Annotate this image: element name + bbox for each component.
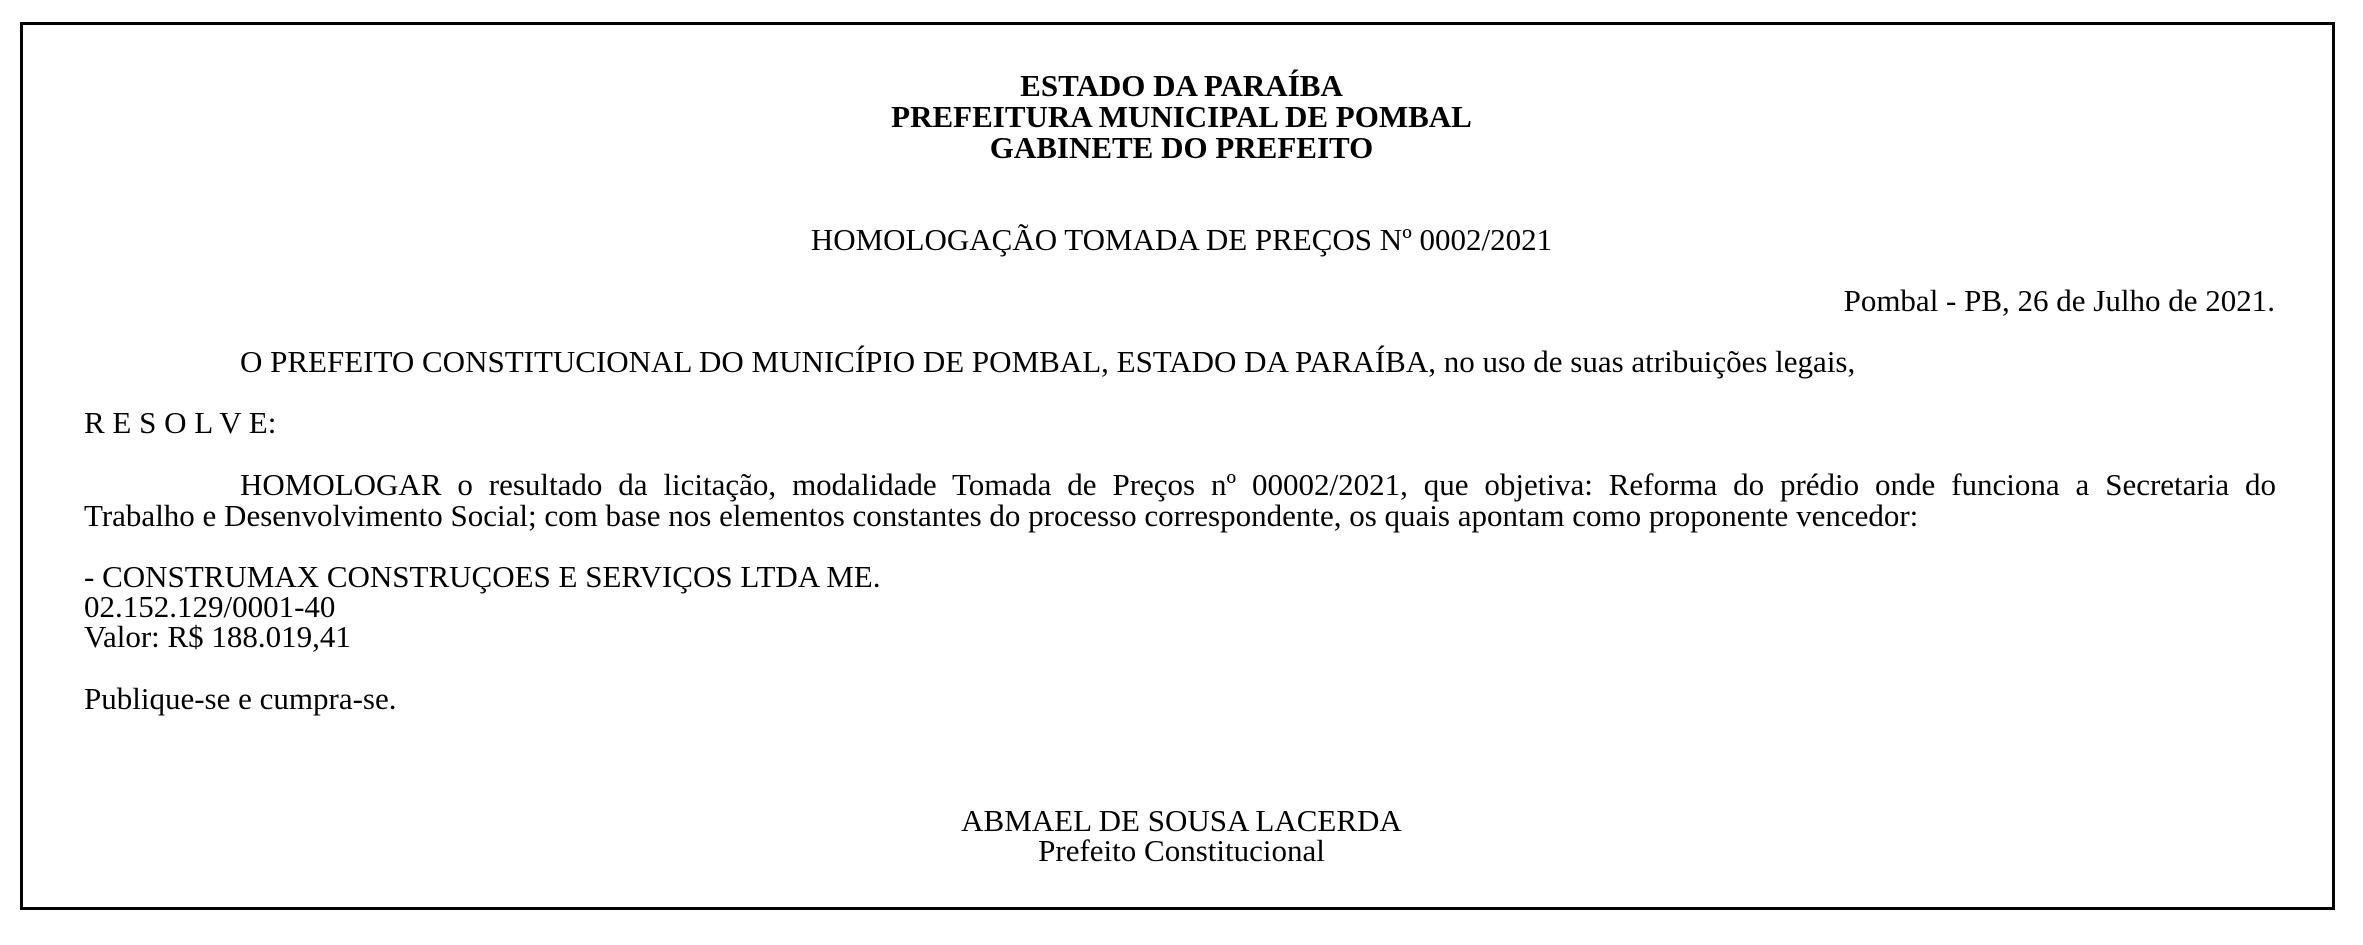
- date-line: Pombal - PB, 26 de Julho de 2021.: [1843, 283, 2275, 318]
- winner-value: Valor: R$ 188.019,41: [84, 619, 351, 654]
- closing-text: Publique-se e cumpra-se.: [84, 681, 397, 716]
- header-prefecture: PREFEITURA MUNICIPAL DE POMBAL: [891, 99, 1472, 134]
- winner-name: - CONSTRUMAX CONSTRUÇOES E SERVIÇOS LTDA ME.: [84, 559, 881, 594]
- resolve-heading: R E S O L V E:: [84, 405, 277, 440]
- body-line-1: HOMOLOGAR o resultado da licitação, modalidade Tomada de Preços nº 00002/2021, que objetiva: Reforma do prédio onde funciona a Secretaria do: [240, 467, 2276, 502]
- document-title: HOMOLOGAÇÃO TOMADA DE PREÇOS Nº 0002/2021: [810, 222, 1553, 257]
- body-line-2: Trabalho e Desenvolvimento Social; com base nos elementos constantes do processo correspondente, os quais apontam como proponente vencedor:: [84, 498, 1919, 533]
- body-paragraph: [84, 469, 2276, 531]
- signature-role: Prefeito Constitucional: [1038, 833, 1325, 868]
- header-office: GABINETE DO PREFEITO: [989, 130, 1374, 165]
- preamble: O PREFEITO CONSTITUCIONAL DO MUNICÍPIO DE POMBAL, ESTADO DA PARAÍBA, no uso de suas atribuições legais,: [240, 344, 1856, 379]
- signature-name: ABMAEL DE SOUSA LACERDA: [961, 803, 1402, 838]
- winner-cnpj: 02.152.129/0001-40: [84, 589, 336, 624]
- header-state: ESTADO DA PARAÍBA: [1020, 68, 1343, 103]
